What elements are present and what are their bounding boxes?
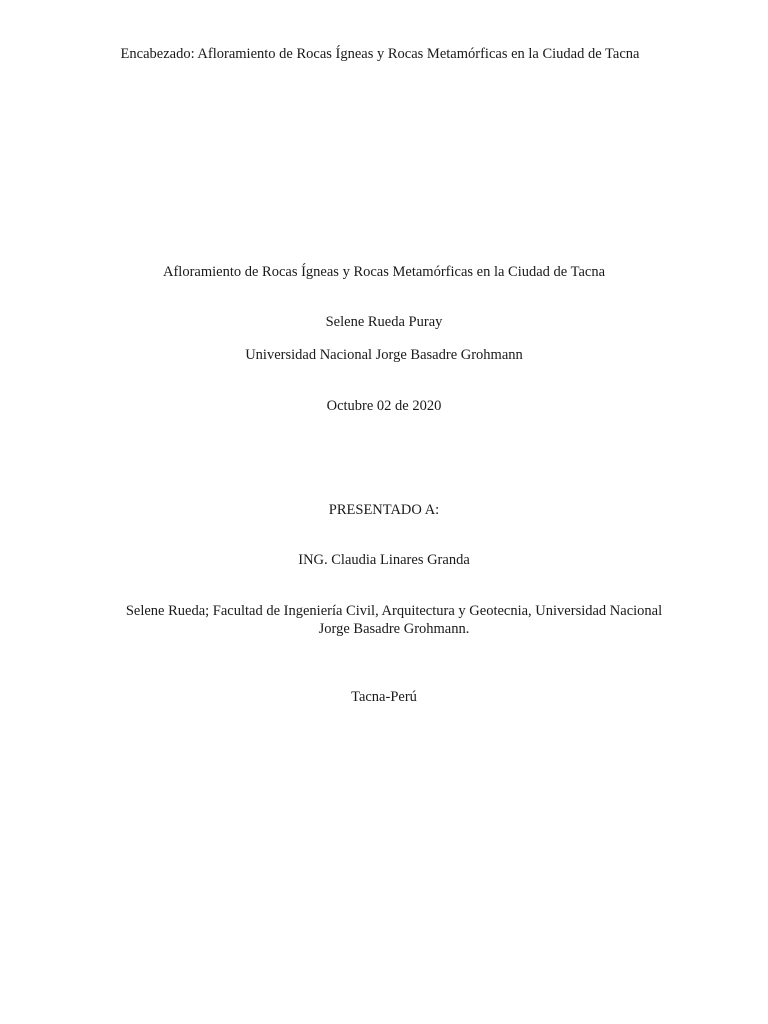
- document-date: Octubre 02 de 2020: [326, 398, 442, 414]
- affiliation-line-1: Selene Rueda; Facultad de Ingeniería Civil, Arquitectura y Geotecnia, Universidad Nacional: [125, 603, 663, 619]
- document-title: Afloramiento de Rocas Ígneas y Rocas Metamórficas en la Ciudad de Tacna: [162, 264, 606, 280]
- advisor-name: ING. Claudia Linares Granda: [298, 552, 470, 568]
- author-name: Selene Rueda Puray: [325, 314, 443, 330]
- institution-name: Universidad Nacional Jorge Basadre Grohmann: [245, 347, 523, 363]
- presented-to-label: PRESENTADO A:: [328, 502, 440, 518]
- author-affiliation: [0, 602, 768, 638]
- running-head: Encabezado: Afloramiento de Rocas Ígneas y Rocas Metamórficas en la Ciudad de Tacna: [120, 46, 640, 62]
- affiliation-line-2: Jorge Basadre Grohmann.: [318, 621, 470, 637]
- place: Tacna-Perú: [351, 689, 417, 705]
